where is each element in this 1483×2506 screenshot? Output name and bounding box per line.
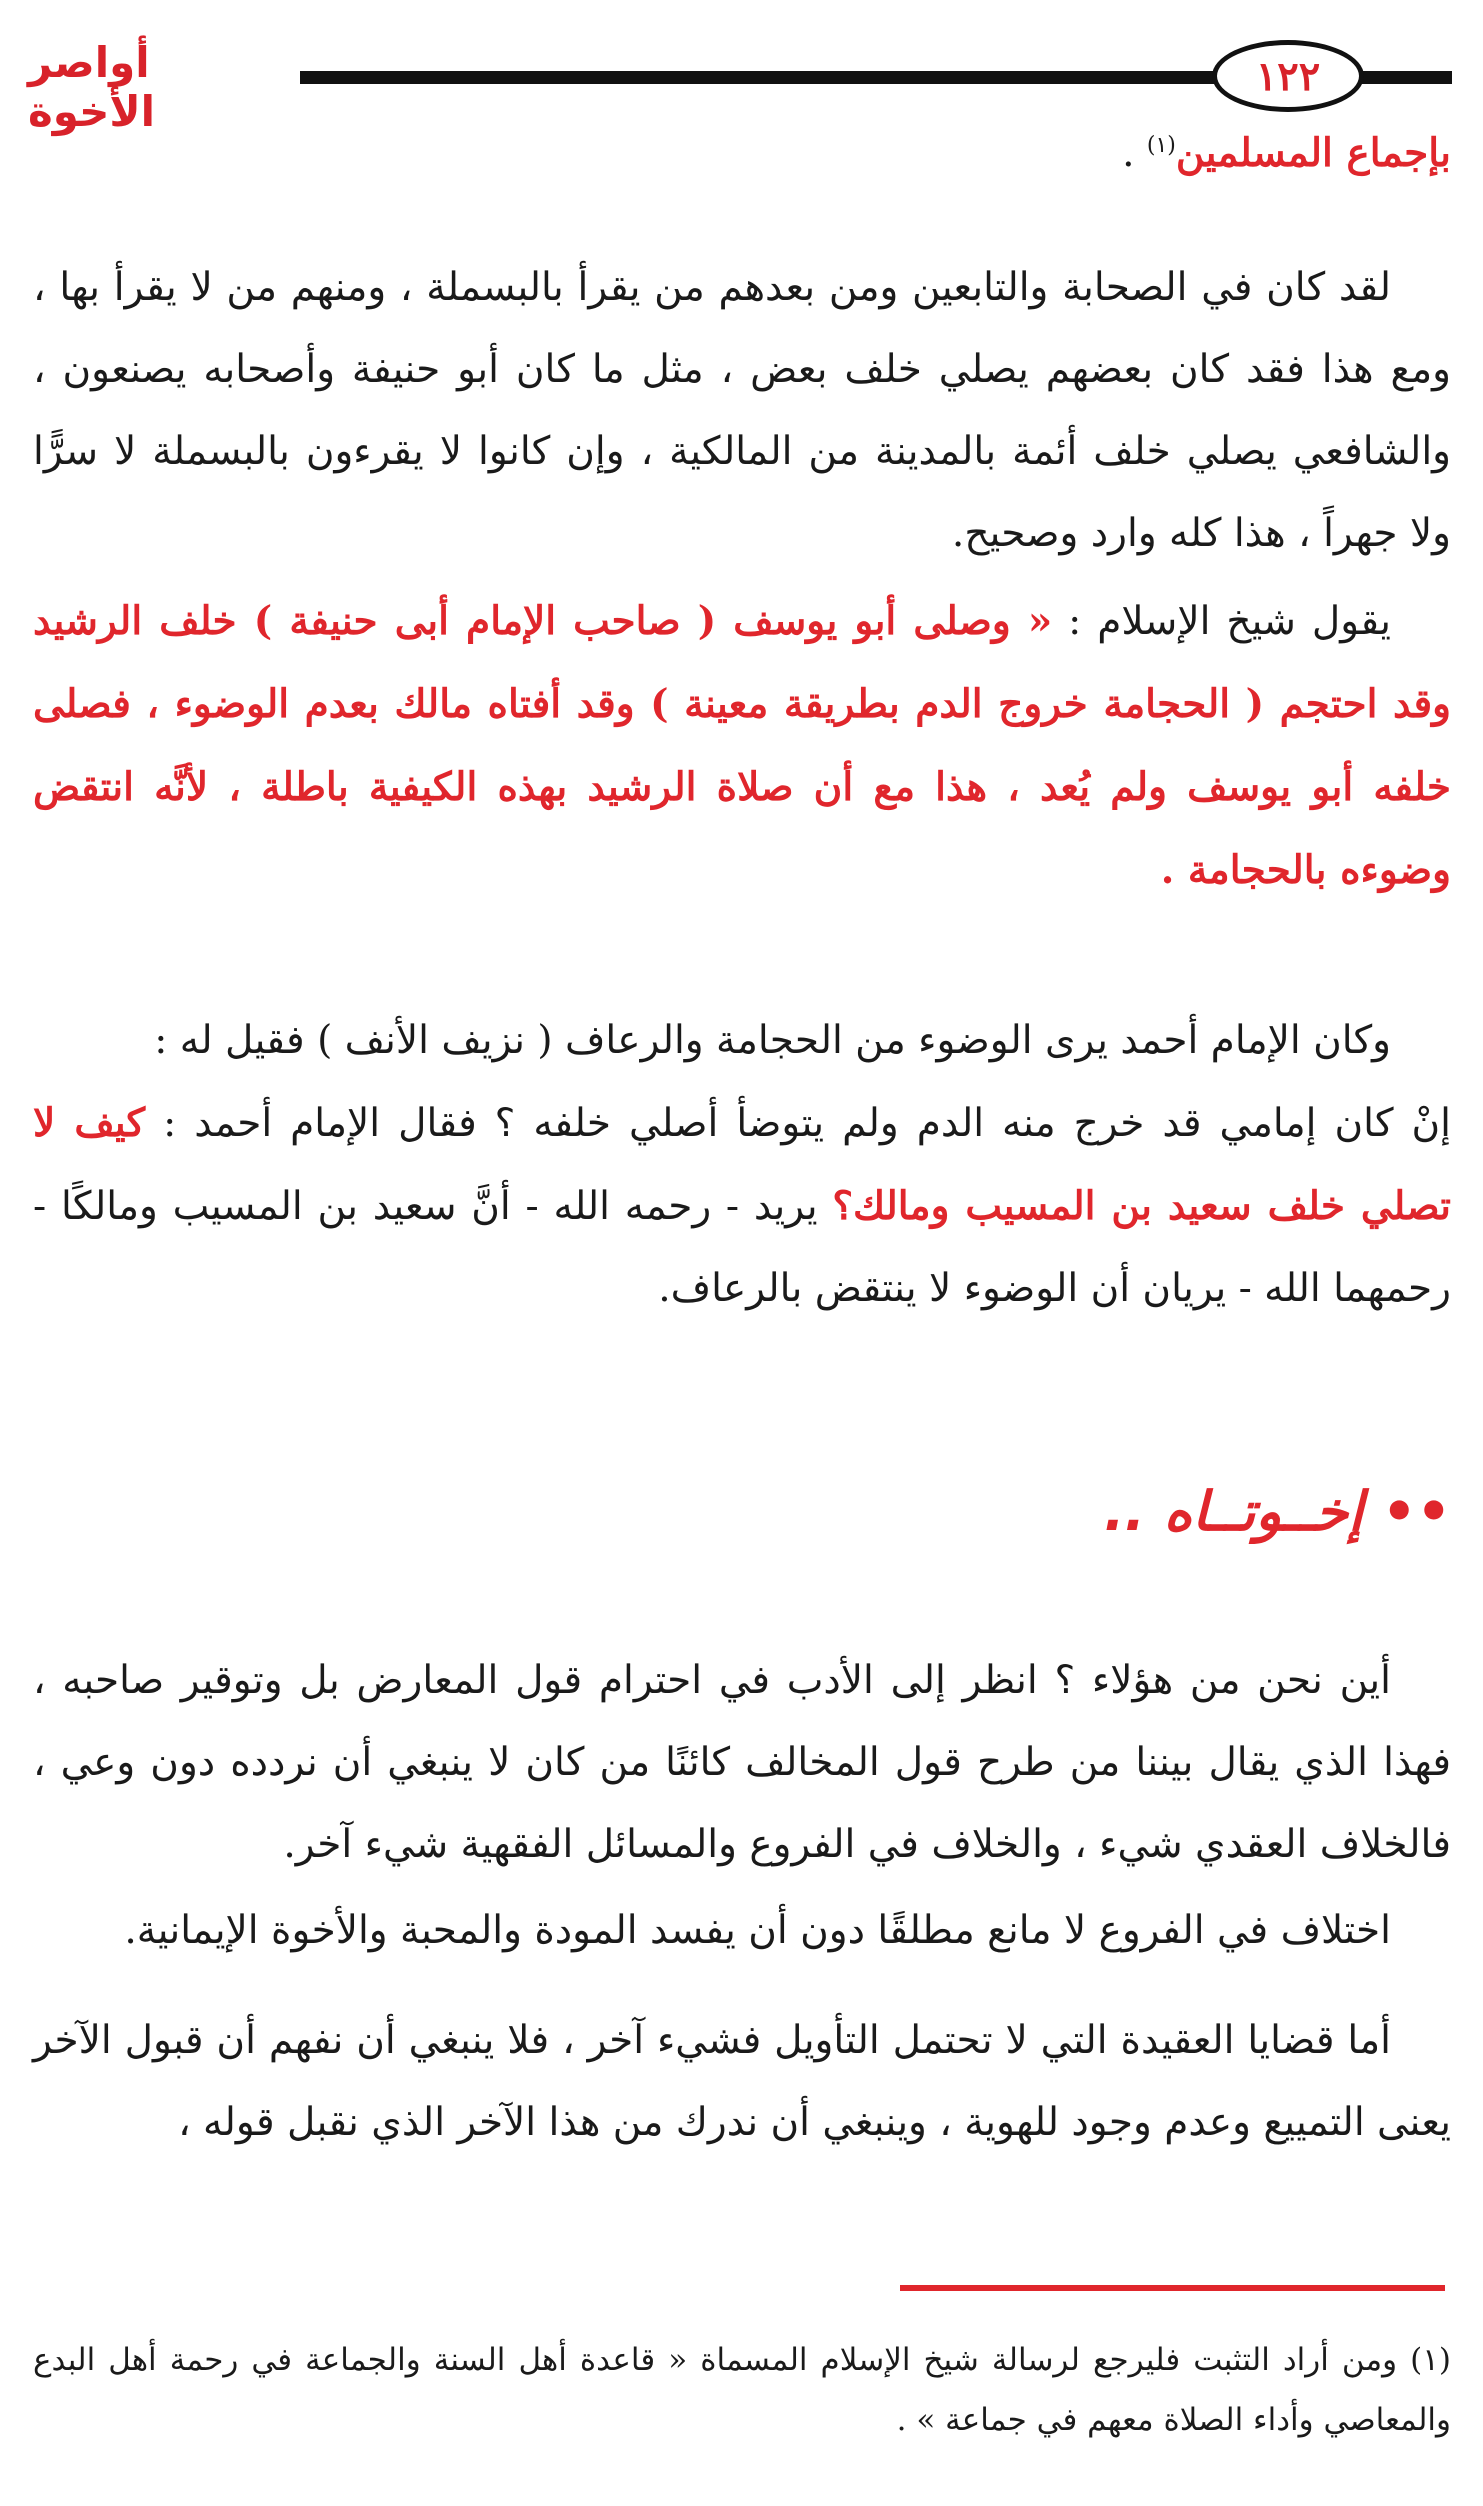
answer-intro: إنْ كان إمامي قد خرج منه الدم ولم يتوضأ أصلي خلفه ؟ فقال الإمام أحمد : [145,1101,1451,1146]
paragraph-imam-answer [33,1082,1451,1330]
footnote-separator [900,2285,1445,2291]
paragraph-basmala: لقد كان في الصحابة والتابعين ومن بعدهم من يقرأ بالبسملة ، ومنهم من لا يقرأ بها ، ومع هذا فقد كان بعضهم يصلي خلف بعض ، مثل ما كان أبو حنيفة وأصحابه يصنعون ، والشافعي يصلي خلف أئمة بالمدينة من المالكية ، وإن كانوا لا يقرءون بالبسملة لا سرًّا ولا جهراً ، هذا كله وارد وصحيح. [33,265,1451,556]
paragraph-imam-ahmad: وكان الإمام أحمد يرى الوضوء من الحجامة والرعاف ( نزيف الأنف ) فقيل له : [154,1018,1391,1063]
paragraph-continuation-end: . [1122,131,1147,176]
quote-text: « وصلى أبو يوسف ( صاحب الإمام أبى حنيفة ) خلف الرشيد وقد احتجم ( الحجامة خروج الدم بطريقة معينة ) وقد أفتاه مالك بعدم الوضوء ، فصلى خلفه أبو يوسف ولم يُعد ، هذا مع أن صلاة الرشيد بهذه الكيفية باطلة ، لأنَّه انتقض وضوءه بالحجامة . [33,598,1451,893]
page-number: ١٢٢ [1255,52,1321,100]
paragraph-sheikh-quote [33,580,1451,912]
page-number-badge [1212,40,1364,112]
section-paragraph-3: أما قضايا العقيدة التي لا تحتمل التأويل فشيء آخر ، فلا ينبغي أن نفهم أن قبول الآخر يعنى التمييع وعدم وجود للهوية ، وينبغي أن ندرك من هذا الآخر الذي نقبل قوله ، [33,2018,1451,2145]
section-paragraph-2: اختلاف في الفروع لا مانع مطلقًا دون أن يفسد المودة والمحبة والأخوة الإيمانية. [124,1908,1391,1953]
answer-quote: كيف لا تصلي خلف سعيد بن المسيب ومالك؟ [33,1100,1451,1229]
quote-intro: يقول شيخ الإسلام : [1052,599,1391,644]
header-rule [300,71,1310,84]
footnote: (١) ومن أراد التثبت فليرجع لرسالة شيخ الإسلام المسماة « قاعدة أهل السنة والجماعة في رحمة أهل البدع والمعاصي وأداء الصلاة معهم في جماعة » . [33,2342,1451,2438]
paragraph-continuation [33,112,1451,195]
answer-explanation: يريد - رحمه الله - أنَّ سعيد بن المسيب ومالكًا - رحمهما الله - يريان أن الوضوء لا ينتقض بالرعاف. [33,1184,1451,1311]
footnote-marker: (١) [1146,133,1176,158]
header-rule-right [1362,71,1452,84]
section-heading: •• إخــوتــاه .. [1104,1480,1451,1543]
running-header-title: أواصر الأخوة [28,38,156,136]
section-paragraph-1: أين نحن من هؤلاء ؟ انظر إلى الأدب في احترام قول المعارض بل وتوقير صاحبه ، فهذا الذي يقال بيننا من طرح قول المخالف كائنًا من كان لا ينبغي أن نردده دون وعي ، فالخلاف العقدي شيء ، والخلاف في الفروع والمسائل الفقهية شيء آخر. [33,1658,1451,1867]
paragraph-continuation-text: بإجماع المسلمين [1175,130,1451,176]
